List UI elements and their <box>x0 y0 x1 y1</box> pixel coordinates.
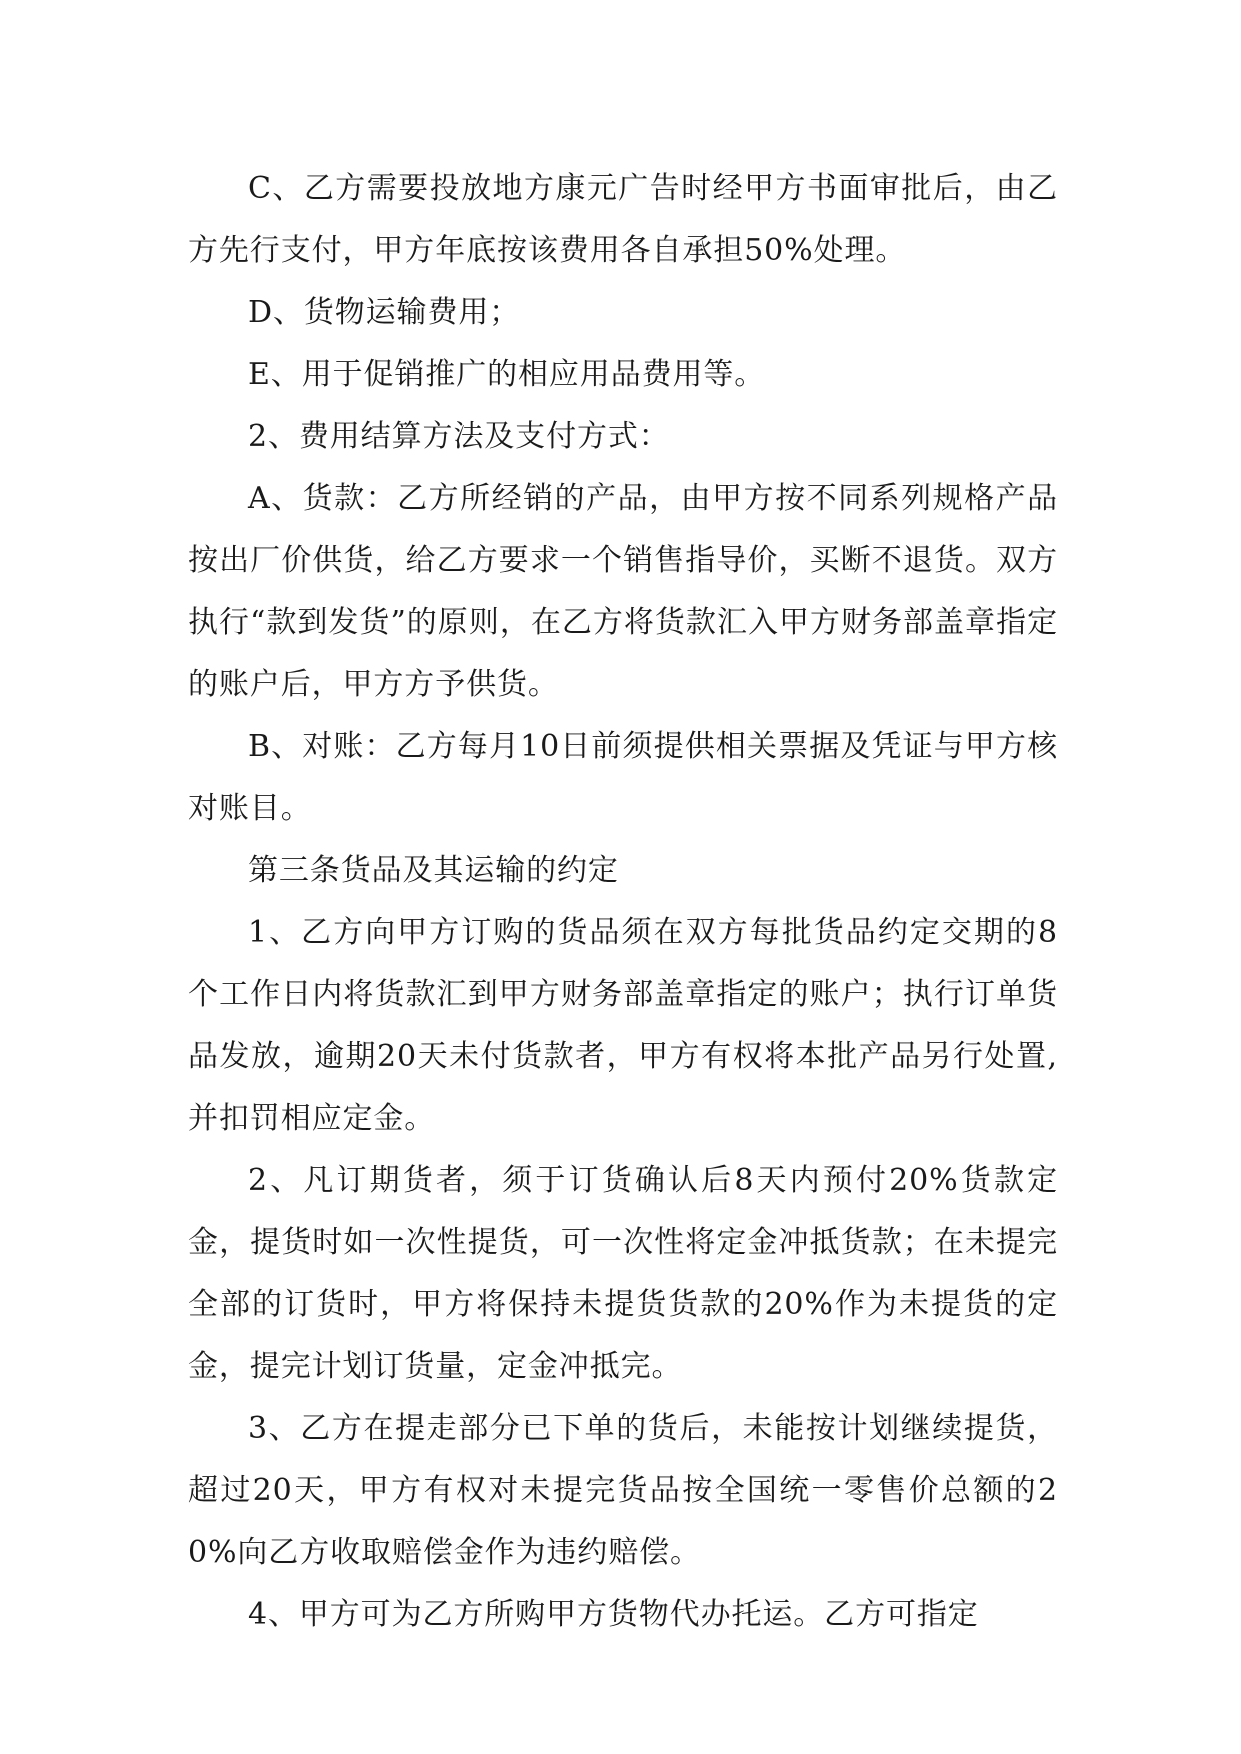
paragraph-clause-d: D、货物运输费用； <box>248 295 521 330</box>
paragraph-item-2: 2、凡订期货者，须于订货确认后8天内预付20%货款定金，提货时如一次性提货，可一次性将定金冲抵货款；在未提完全部的订货时，甲方将保持未提货货款的20%作为未提货的定金，提完计划订货量，定金冲抵完。 <box>188 1163 1058 1384</box>
paragraph-clause-c: C、乙方需要投放地方康元广告时经甲方书面审批后，由乙方先行支付，甲方年底按该费用各自承担50%处理。 <box>188 171 1058 268</box>
paragraph-item-1: 1、乙方向甲方订购的货品须在双方每批货品约定交期的8个工作日内将货款汇到甲方财务部盖章指定的账户；执行订单货品发放，逾期20天未付货款者，甲方有权将本批产品另行处置,并扣罚相应定金。 <box>188 915 1058 1136</box>
document-body <box>188 158 1058 1646</box>
section-heading-article-three: 第三条货品及其运输的约定 <box>248 853 619 888</box>
paragraph-settlement-heading: 2、费用结算方法及支付方式： <box>248 419 670 454</box>
paragraph-item-3: 3、乙方在提走部分已下单的货后，未能按计划继续提货，超过20天，甲方有权对未提完货品按全国统一零售价总额的20%向乙方收取赔偿金作为违约赔偿。 <box>188 1411 1058 1570</box>
paragraph-reconciliation: B、对账：乙方每月10日前须提供相关票据及凭证与甲方核对账目。 <box>188 729 1058 826</box>
paragraph-clause-e: E、用于促销推广的相应用品费用等。 <box>248 357 766 392</box>
paragraph-payment: A、货款：乙方所经销的产品，由甲方按不同系列规格产品按出厂价供货，给乙方要求一个销售指导价，买断不退货。双方执行“款到发货”的原则，在乙方将货款汇入甲方财务部盖章指定的账户后，甲方方予供货。 <box>188 481 1058 702</box>
paragraph-item-4: 4、甲方可为乙方所购甲方货物代办托运。乙方可指定 <box>248 1597 979 1632</box>
